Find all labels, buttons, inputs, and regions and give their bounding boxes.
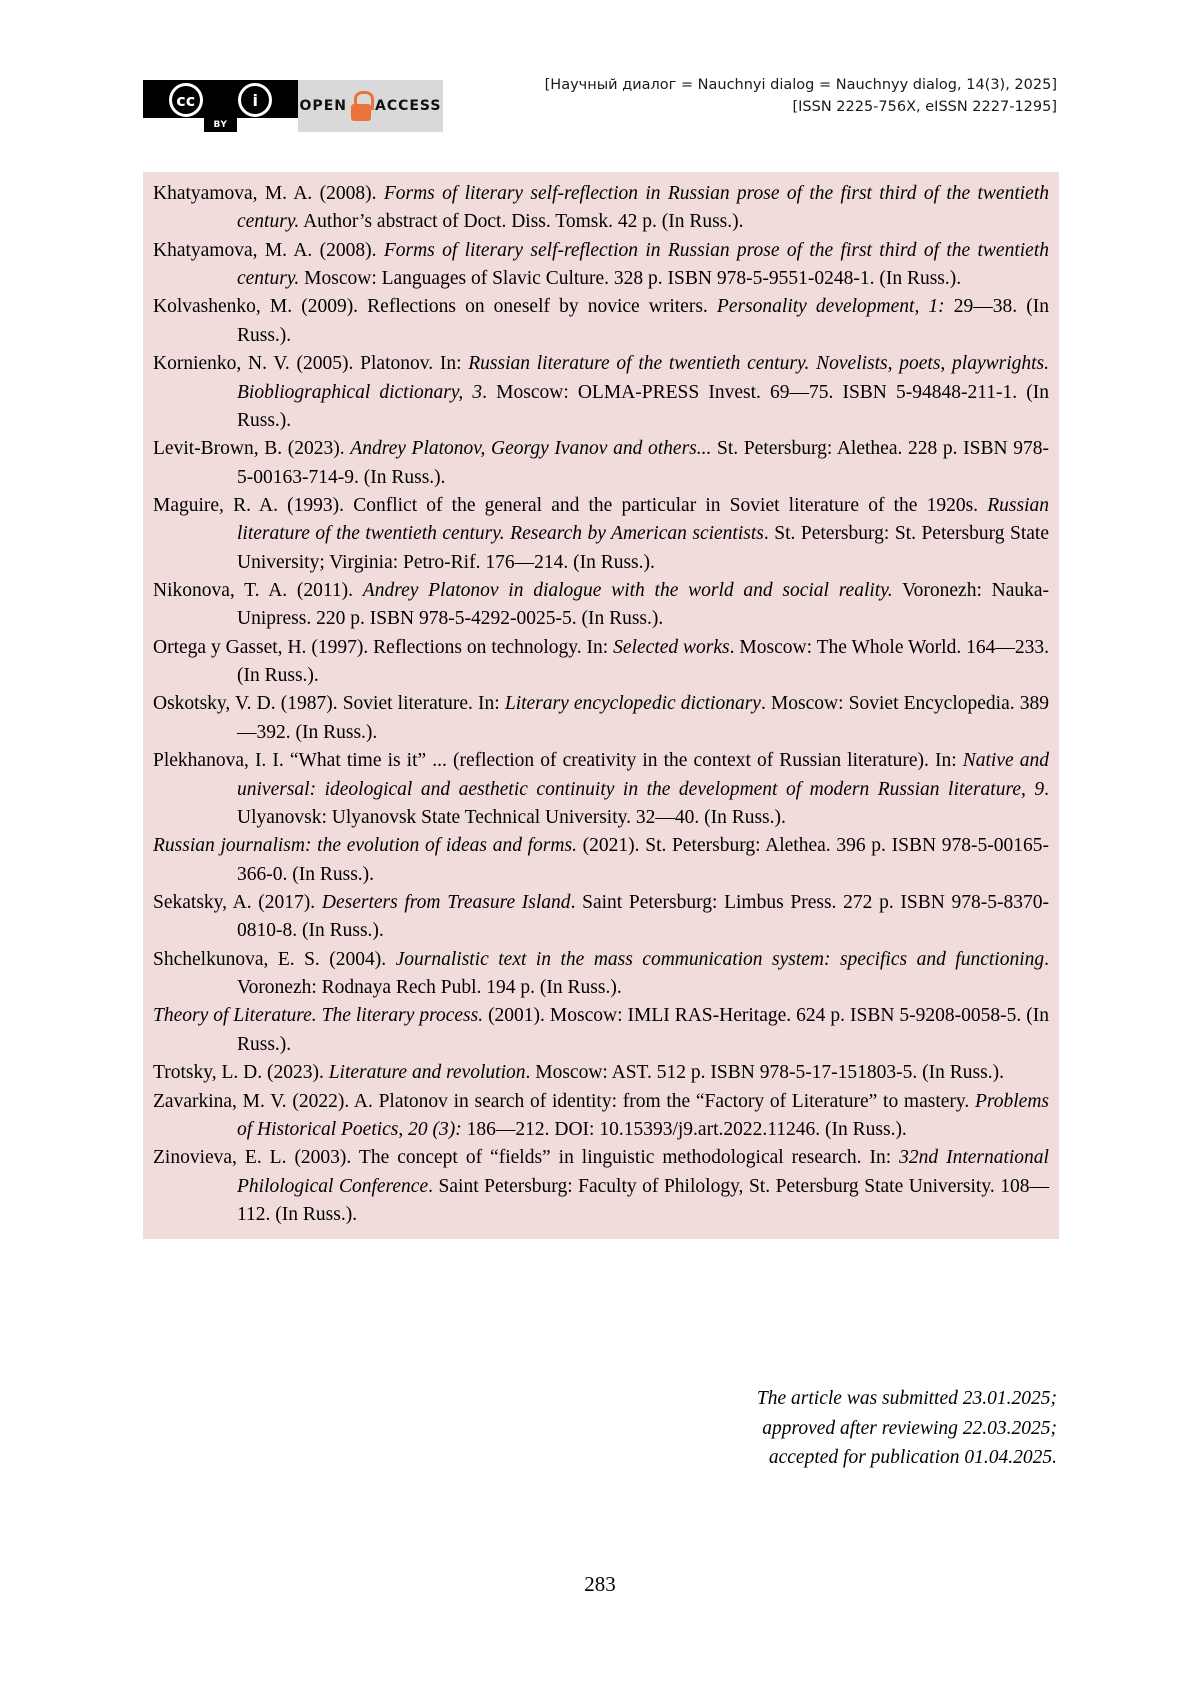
reference-entry: Zinovieva, E. L. (2003). The concept of “fields” in linguistic methodological research. In: 32nd International Philological Conference. Saint Petersburg: Faculty of Philology, St. Petersburg State University. 108—112. (In Russ.). (153, 1147, 1049, 1225)
reference-entry: Khatyamova, M. A. (2008). Forms of literary self-reflection in Russian prose of the first third of the twentieth century. Moscow: Languages of Slavic Culture. 328 p. ISBN 978-5-9551-0248-1. (In Russ.). (153, 239, 1049, 290)
cc-by-strip (143, 118, 298, 132)
page-number: 283 (584, 1572, 616, 1596)
journal-issue-info (545, 74, 1057, 119)
reference-entry: Theory of Literature. The literary process. (2001). Moscow: IMLI RAS-Heritage. 624 p. ISBN 5-9208-0058-5. (In Russ.). (153, 1005, 1049, 1055)
reference-entry: Nikonova, T. A. (2011). Andrey Platonov in dialogue with the world and social reality. Voronezh: Nauka-Unipress. 220 p. ISBN 978-5-4292-0025-5. (In Russ.). (153, 580, 1049, 630)
reference-entry: Shchelkunova, E. S. (2004). Journalistic text in the mass communication system: specifics and functioning. Voronezh: Rodnaya Rech Publ. 194 p. (In Russ.). (153, 948, 1049, 999)
accepted-date: accepted for publication 01.04.2025. (768, 1447, 1057, 1469)
open-access-mark (298, 80, 443, 132)
cc-icon-group (143, 80, 298, 118)
page-header (143, 74, 1057, 132)
journal-title-line: [Научный диалог = Nauchnyi dialog = Nauchnyy dialog, 14(3), 2025] (544, 77, 1057, 93)
creative-commons-badge (143, 80, 443, 132)
reference-entry: Sekatsky, A. (2017). Deserters from Treasure Island. Saint Petersburg: Limbus Press. 272 p. ISBN 978-5-8370-0810-8. (In Russ.). (153, 891, 1049, 942)
reference-entry: Khatyamova, M. A. (2008). Forms of literary self-reflection in Russian prose of the first third of the twentieth century. Author’s abstract of Doct. Diss. Tomsk. 42 p. (In Russ.). (153, 183, 1049, 233)
reference-entry: Russian journalism: the evolution of ideas and forms. (2021). St. Petersburg: Alethea. 396 p. ISBN 978-5-00165-366-0. (In Russ.). (153, 835, 1049, 885)
reference-entry: Levit-Brown, B. (2023). Andrey Platonov, Georgy Ivanov and others... St. Petersburg: Alethea. 228 p. ISBN 978-5-00163-714-9. (In Russ.). (153, 438, 1049, 488)
cc-by-label: BY (204, 118, 238, 132)
open-access-access-label: ACCESS (374, 98, 442, 114)
reference-entry: Oskotsky, V. D. (1987). Soviet literature. In: Literary encyclopedic dictionary. Moscow: Soviet Encyclopedia. 389—392. (In Russ.). (153, 693, 1049, 743)
reference-entry: Maguire, R. A. (1993). Conflict of the general and the particular in Soviet literature of the 1920s. Russian literature of the twentieth century. Research by American scientists. St. Petersburg: St. Petersburg State University; Virginia: Petro-Rif. 176—214. (In Russ.). (153, 494, 1049, 573)
submission-dates (537, 1384, 1057, 1473)
open-access-open-label: OPEN (299, 98, 347, 114)
submitted-date: The article was submitted 23.01.2025; (756, 1388, 1057, 1409)
reference-entry: Zavarkina, M. V. (2022). A. Platonov in search of identity: from the “Factory of Literature” to mastery. Problems of Historical Poetics, 20 (3): 186—212. DOI: 10.15393/j9.art.2022.11246. (In Russ.). (153, 1090, 1049, 1140)
cc-attribution-person-icon: i (238, 83, 272, 117)
open-lock-icon (351, 91, 371, 121)
journal-issn-line: [ISSN 2225-756X, eISSN 2227-1295] (792, 99, 1057, 116)
approved-date: approved after reviewing 22.03.2025; (762, 1417, 1057, 1439)
cc-circle-icon: cc (169, 83, 203, 117)
cc-license-mark (143, 80, 298, 132)
references-list (143, 172, 1059, 1239)
reference-entry: Plekhanova, I. I. “What time is it” ... (reflection of creativity in the context of Russian literature). In: Native and universal: ideological and aesthetic continuity in the development of modern Russian literature, 9. Ulyanovsk: Ulyanovsk State Technical University. 32—40. (In Russ.). (153, 750, 1049, 828)
reference-entry: Trotsky, L. D. (2023). Literature and revolution. Moscow: AST. 512 p. ISBN 978-5-17-151803-5. (In Russ.). (153, 1062, 1004, 1084)
reference-entry: Ortega y Gasset, H. (1997). Reflections on technology. In: Selected works. Moscow: The Whole World. 164—233. (In Russ.). (153, 636, 1050, 687)
reference-entry: Kolvashenko, M. (2009). Reflections on oneself by novice writers. Personality development, 1: 29—38. (In Russ.). (153, 296, 1049, 346)
reference-entry: Kornienko, N. V. (2005). Platonov. In: Russian literature of the twentieth century. Novelists, poets, playwrights. Biobliographical dictionary, 3. Moscow: OLMA-PRESS Invest. 69—75. ISBN 5-94848-211-1. (In Russ.). (153, 353, 1049, 431)
